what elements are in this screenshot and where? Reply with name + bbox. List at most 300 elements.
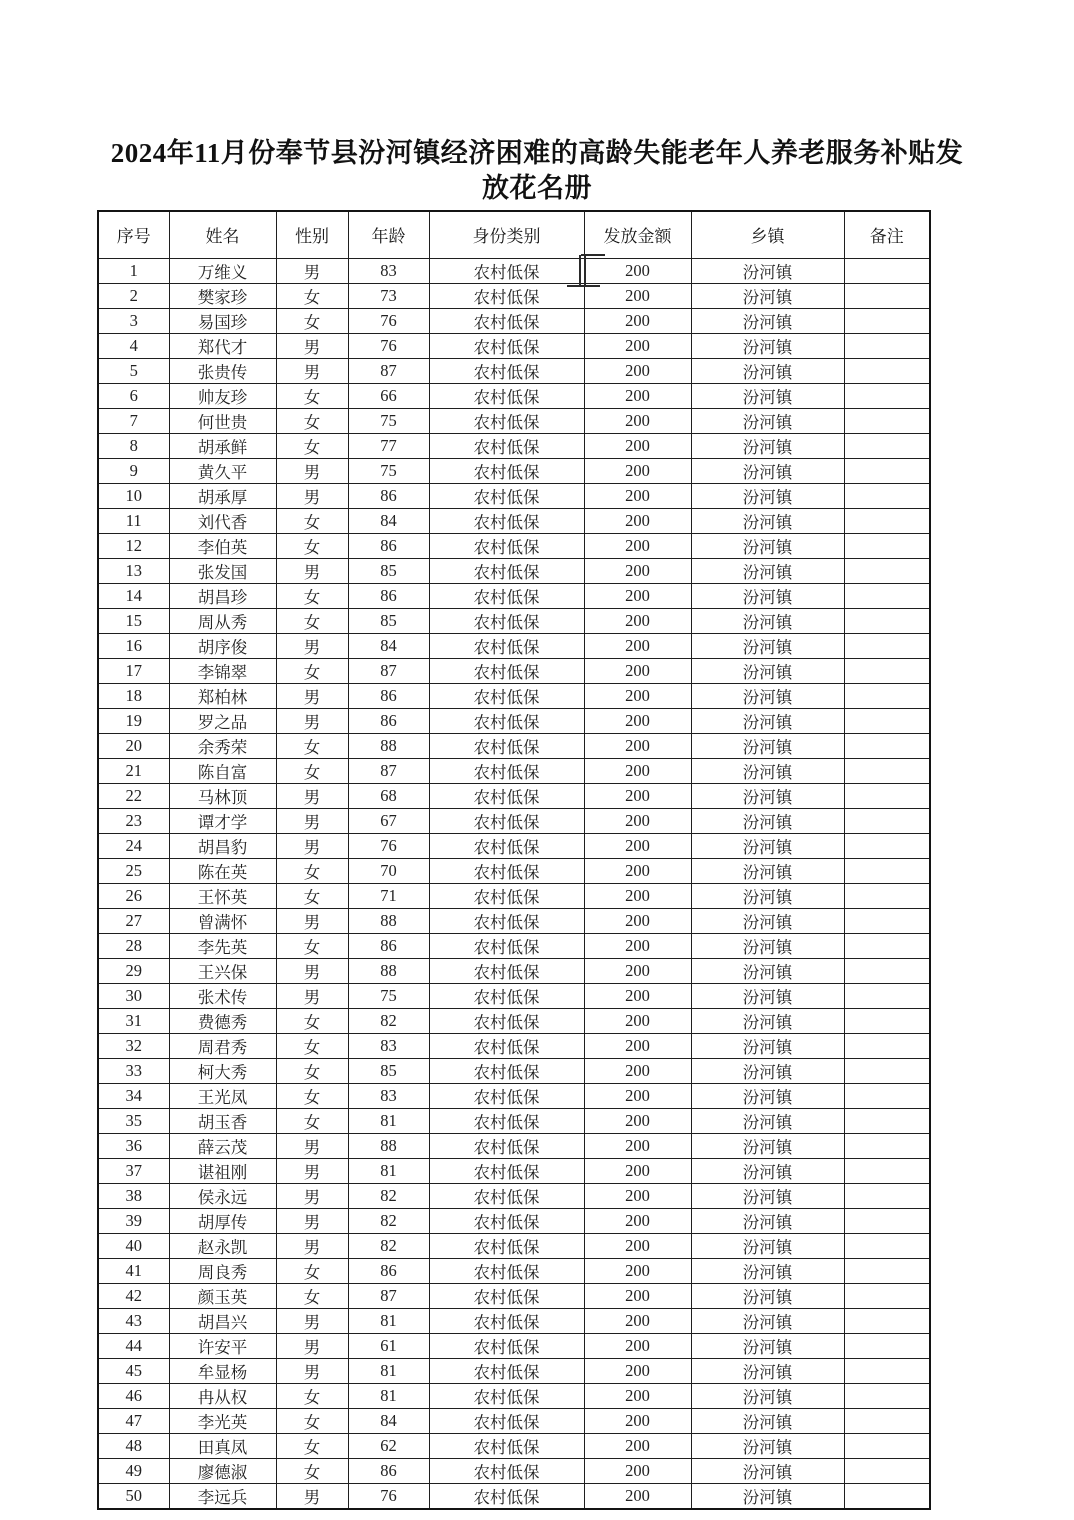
table-cell: 女 [276, 408, 348, 433]
table-cell: 31 [98, 1008, 169, 1033]
table-cell: 男 [276, 1208, 348, 1233]
table-cell [844, 783, 930, 808]
table-cell [844, 1008, 930, 1033]
table-cell: 200 [584, 533, 691, 558]
table-cell [844, 1333, 930, 1358]
table-cell [844, 708, 930, 733]
table-cell: 85 [348, 1058, 429, 1083]
table-cell [844, 1133, 930, 1158]
table-cell: 周从秀 [169, 608, 276, 633]
table-cell: 汾河镇 [691, 433, 844, 458]
table-cell [844, 1458, 930, 1483]
table-cell [844, 758, 930, 783]
table-cell: 农村低保 [429, 1108, 584, 1133]
table-cell: 37 [98, 1158, 169, 1183]
table-cell: 81 [348, 1358, 429, 1383]
table-row [98, 808, 930, 833]
table-cell: 9 [98, 458, 169, 483]
table-cell: 77 [348, 433, 429, 458]
table-cell: 汾河镇 [691, 1458, 844, 1483]
table-cell: 薛云茂 [169, 1133, 276, 1158]
page-title-line1: 2024年11月份奉节县汾河镇经济困难的高龄失能老年人养老服务补贴发 [110, 138, 964, 168]
table-cell: 汾河镇 [691, 1133, 844, 1158]
table-cell: 2 [98, 283, 169, 308]
table-cell: 女 [276, 308, 348, 333]
table-cell: 17 [98, 658, 169, 683]
table-cell: 81 [348, 1308, 429, 1333]
table-row [98, 533, 930, 558]
table-cell: 38 [98, 1183, 169, 1208]
column-header: 性别 [276, 211, 348, 258]
table-cell: 76 [348, 1483, 429, 1509]
table-row [98, 433, 930, 458]
table-cell: 汾河镇 [691, 733, 844, 758]
table-cell [844, 308, 930, 333]
table-cell: 82 [348, 1183, 429, 1208]
table-cell: 25 [98, 858, 169, 883]
table-row [98, 333, 930, 358]
table-cell: 李伯英 [169, 533, 276, 558]
table-cell: 李先英 [169, 933, 276, 958]
table-cell: 颜玉英 [169, 1283, 276, 1308]
table-row [98, 633, 930, 658]
table-cell: 200 [584, 458, 691, 483]
table-cell: 女 [276, 533, 348, 558]
table-cell: 12 [98, 533, 169, 558]
table-cell: 85 [348, 558, 429, 583]
table-header [98, 211, 930, 258]
table-cell: 黄久平 [169, 458, 276, 483]
table-cell: 汾河镇 [691, 1383, 844, 1408]
table-row [98, 1008, 930, 1033]
table-row [98, 658, 930, 683]
table-row [98, 483, 930, 508]
table-cell: 郑代才 [169, 333, 276, 358]
page-title [107, 136, 967, 206]
table-cell [844, 808, 930, 833]
table-cell [844, 1083, 930, 1108]
table-cell: 男 [276, 558, 348, 583]
table-row [98, 1108, 930, 1133]
table-cell: 农村低保 [429, 483, 584, 508]
table-cell: 汾河镇 [691, 1408, 844, 1433]
table-row [98, 358, 930, 383]
table-cell: 农村低保 [429, 1183, 584, 1208]
table-cell: 谌祖刚 [169, 1158, 276, 1183]
table-cell: 48 [98, 1433, 169, 1458]
table-cell: 农村低保 [429, 558, 584, 583]
table-cell: 男 [276, 258, 348, 283]
table-cell: 200 [584, 758, 691, 783]
table-cell [844, 1258, 930, 1283]
table-cell: 35 [98, 1108, 169, 1133]
table-cell: 农村低保 [429, 283, 584, 308]
table-cell: 15 [98, 608, 169, 633]
table-cell: 5 [98, 358, 169, 383]
column-header: 备注 [844, 211, 930, 258]
table-cell [844, 858, 930, 883]
table-cell: 周良秀 [169, 1258, 276, 1283]
table-cell: 39 [98, 1208, 169, 1233]
table-cell: 40 [98, 1233, 169, 1258]
table-cell: 50 [98, 1483, 169, 1509]
table-cell: 牟显杨 [169, 1358, 276, 1383]
table-cell: 王光凤 [169, 1083, 276, 1108]
table-cell: 200 [584, 833, 691, 858]
table-cell: 郑柏林 [169, 683, 276, 708]
table-cell [844, 533, 930, 558]
table-cell: 女 [276, 733, 348, 758]
table-row [98, 708, 930, 733]
table-cell: 200 [584, 358, 691, 383]
table-cell: 88 [348, 733, 429, 758]
table-cell: 200 [584, 1458, 691, 1483]
table-cell: 76 [348, 333, 429, 358]
table-cell [844, 1408, 930, 1433]
table-cell: 农村低保 [429, 1258, 584, 1283]
table-cell: 82 [348, 1208, 429, 1233]
table-row [98, 858, 930, 883]
table-cell: 汾河镇 [691, 1333, 844, 1358]
table-cell: 樊家珍 [169, 283, 276, 308]
table-cell: 86 [348, 933, 429, 958]
column-header: 发放金额 [584, 211, 691, 258]
table-row [98, 1458, 930, 1483]
table-cell: 汾河镇 [691, 1433, 844, 1458]
table-cell [844, 583, 930, 608]
table-cell: 61 [348, 1333, 429, 1358]
table-cell: 王怀英 [169, 883, 276, 908]
table-cell: 男 [276, 633, 348, 658]
table-cell: 汾河镇 [691, 883, 844, 908]
table-cell: 汾河镇 [691, 333, 844, 358]
table-cell: 农村低保 [429, 883, 584, 908]
table-cell: 李光英 [169, 1408, 276, 1433]
scan-artifact-bottom-tick [567, 285, 600, 287]
table-cell: 汾河镇 [691, 558, 844, 583]
table-cell: 汾河镇 [691, 1083, 844, 1108]
table-cell: 女 [276, 658, 348, 683]
table-row [98, 408, 930, 433]
table-cell: 农村低保 [429, 758, 584, 783]
table-row [98, 1083, 930, 1108]
table-cell: 汾河镇 [691, 933, 844, 958]
column-header: 身份类别 [429, 211, 584, 258]
table-cell: 女 [276, 1283, 348, 1308]
table-cell: 农村低保 [429, 608, 584, 633]
table-cell: 200 [584, 1108, 691, 1133]
table-row [98, 1483, 930, 1509]
table-row [98, 1258, 930, 1283]
table-row [98, 608, 930, 633]
table-cell: 汾河镇 [691, 858, 844, 883]
table-cell: 汾河镇 [691, 1058, 844, 1083]
table-cell: 200 [584, 1008, 691, 1033]
table-cell: 农村低保 [429, 1158, 584, 1183]
table-row [98, 883, 930, 908]
table-cell: 男 [276, 1133, 348, 1158]
table-row [98, 1358, 930, 1383]
table-cell: 农村低保 [429, 1333, 584, 1358]
table-cell: 农村低保 [429, 1308, 584, 1333]
table-cell: 农村低保 [429, 458, 584, 483]
table-cell: 200 [584, 308, 691, 333]
table-cell: 曾满怀 [169, 908, 276, 933]
table-cell: 农村低保 [429, 333, 584, 358]
table-cell: 76 [348, 308, 429, 333]
table-cell: 200 [584, 1408, 691, 1433]
table-cell: 29 [98, 958, 169, 983]
table-cell: 86 [348, 1458, 429, 1483]
table-cell: 农村低保 [429, 308, 584, 333]
table-cell: 汾河镇 [691, 1033, 844, 1058]
table-cell: 200 [584, 383, 691, 408]
table-cell: 22 [98, 783, 169, 808]
table-cell: 200 [584, 1233, 691, 1258]
table-cell: 冉从权 [169, 1383, 276, 1408]
table-cell: 汾河镇 [691, 408, 844, 433]
table-cell: 汾河镇 [691, 508, 844, 533]
table-cell: 田真凤 [169, 1433, 276, 1458]
table-cell: 28 [98, 933, 169, 958]
table-cell: 200 [584, 983, 691, 1008]
table-cell: 农村低保 [429, 958, 584, 983]
table-row [98, 1208, 930, 1233]
table-cell: 女 [276, 883, 348, 908]
table-cell: 200 [584, 508, 691, 533]
table-cell: 87 [348, 1283, 429, 1308]
table-cell: 农村低保 [429, 433, 584, 458]
table-cell: 女 [276, 1058, 348, 1083]
table-cell: 女 [276, 1108, 348, 1133]
table-cell: 女 [276, 1083, 348, 1108]
table-cell: 农村低保 [429, 583, 584, 608]
table-cell: 农村低保 [429, 1133, 584, 1158]
table-cell: 汾河镇 [691, 983, 844, 1008]
table-cell: 女 [276, 1433, 348, 1458]
table-row [98, 458, 930, 483]
table-cell: 胡昌珍 [169, 583, 276, 608]
table-cell: 男 [276, 333, 348, 358]
table-cell: 农村低保 [429, 383, 584, 408]
table-cell: 农村低保 [429, 933, 584, 958]
table-cell: 200 [584, 258, 691, 283]
table-cell [844, 408, 930, 433]
scan-artifact-vertical-line [579, 255, 586, 287]
table-row [98, 1283, 930, 1308]
table-row [98, 683, 930, 708]
table-cell: 19 [98, 708, 169, 733]
table-cell: 200 [584, 1033, 691, 1058]
table-cell: 200 [584, 783, 691, 808]
table-cell: 谭才学 [169, 808, 276, 833]
table-cell: 34 [98, 1083, 169, 1108]
table-cell: 汾河镇 [691, 483, 844, 508]
table-cell: 87 [348, 758, 429, 783]
table-cell: 男 [276, 1483, 348, 1509]
table-cell [844, 1058, 930, 1083]
table-cell [844, 1158, 930, 1183]
table-cell: 71 [348, 883, 429, 908]
table-cell [844, 1483, 930, 1509]
table-cell: 200 [584, 1083, 691, 1108]
table-row [98, 308, 930, 333]
table-cell: 200 [584, 1058, 691, 1083]
table-cell: 男 [276, 783, 348, 808]
table-cell: 农村低保 [429, 1083, 584, 1108]
table-cell: 胡序俊 [169, 633, 276, 658]
table-cell: 李锦翠 [169, 658, 276, 683]
table-row [98, 1058, 930, 1083]
table-cell: 农村低保 [429, 533, 584, 558]
table-cell [844, 258, 930, 283]
table-cell: 200 [584, 1358, 691, 1383]
table-cell [844, 633, 930, 658]
table-cell: 农村低保 [429, 708, 584, 733]
table-cell: 汾河镇 [691, 633, 844, 658]
table-cell: 88 [348, 958, 429, 983]
table-cell: 女 [276, 608, 348, 633]
table-cell: 200 [584, 483, 691, 508]
table-cell [844, 1358, 930, 1383]
table-cell: 男 [276, 983, 348, 1008]
table-cell: 女 [276, 933, 348, 958]
table-cell: 汾河镇 [691, 1358, 844, 1383]
table-cell [844, 558, 930, 583]
table-cell: 女 [276, 1258, 348, 1283]
table-cell: 胡厚传 [169, 1208, 276, 1233]
table-cell [844, 283, 930, 308]
table-cell: 84 [348, 1408, 429, 1433]
table-cell: 41 [98, 1258, 169, 1283]
table-cell: 汾河镇 [691, 958, 844, 983]
table-cell: 女 [276, 858, 348, 883]
table-cell: 汾河镇 [691, 1283, 844, 1308]
table-cell: 44 [98, 1333, 169, 1358]
table-cell [844, 508, 930, 533]
table-cell: 农村低保 [429, 683, 584, 708]
table-cell: 女 [276, 508, 348, 533]
table-cell: 农村低保 [429, 858, 584, 883]
table-cell: 男 [276, 1333, 348, 1358]
table-cell: 82 [348, 1233, 429, 1258]
table-cell: 200 [584, 1158, 691, 1183]
table-cell: 88 [348, 908, 429, 933]
table-cell: 200 [584, 583, 691, 608]
table-cell: 帅友珍 [169, 383, 276, 408]
table-cell: 86 [348, 683, 429, 708]
table-cell: 10 [98, 483, 169, 508]
column-header: 乡镇 [691, 211, 844, 258]
table-cell: 男 [276, 483, 348, 508]
table-cell: 男 [276, 833, 348, 858]
table-row [98, 1308, 930, 1333]
table-cell: 62 [348, 1433, 429, 1458]
table-cell: 1 [98, 258, 169, 283]
table-header-row [98, 211, 930, 258]
table-cell: 王兴保 [169, 958, 276, 983]
table-cell: 汾河镇 [691, 708, 844, 733]
table-cell: 农村低保 [429, 1033, 584, 1058]
table-row [98, 958, 930, 983]
table-cell: 75 [348, 983, 429, 1008]
table-cell: 36 [98, 1133, 169, 1158]
table-row [98, 508, 930, 533]
column-header: 姓名 [169, 211, 276, 258]
table-cell [844, 833, 930, 858]
table-cell: 200 [584, 1208, 691, 1233]
table-cell [844, 1208, 930, 1233]
table-cell [844, 1233, 930, 1258]
table-cell: 女 [276, 383, 348, 408]
table-cell [844, 433, 930, 458]
table-cell: 男 [276, 358, 348, 383]
table-cell: 陈在英 [169, 858, 276, 883]
table-row [98, 783, 930, 808]
table-cell: 易国珍 [169, 308, 276, 333]
table-cell: 汾河镇 [691, 1108, 844, 1133]
roster-table [97, 210, 931, 1510]
table-cell: 88 [348, 1133, 429, 1158]
table-cell: 81 [348, 1383, 429, 1408]
table-cell: 75 [348, 458, 429, 483]
table-cell [844, 1383, 930, 1408]
table-cell: 84 [348, 508, 429, 533]
table-row [98, 258, 930, 283]
table-cell: 200 [584, 1483, 691, 1509]
table-cell: 汾河镇 [691, 1158, 844, 1183]
table-cell: 农村低保 [429, 1008, 584, 1033]
table-row [98, 983, 930, 1008]
table-cell: 200 [584, 633, 691, 658]
table-cell [844, 958, 930, 983]
table-cell: 农村低保 [429, 1283, 584, 1308]
table-cell: 200 [584, 1333, 691, 1358]
table-cell: 68 [348, 783, 429, 808]
table-cell: 汾河镇 [691, 283, 844, 308]
table-cell: 200 [584, 958, 691, 983]
table-cell: 农村低保 [429, 258, 584, 283]
table-cell: 200 [584, 683, 691, 708]
table-cell: 200 [584, 333, 691, 358]
table-cell: 男 [276, 1158, 348, 1183]
table-cell: 女 [276, 758, 348, 783]
table-cell: 30 [98, 983, 169, 1008]
table-cell: 27 [98, 908, 169, 933]
table-cell: 女 [276, 1408, 348, 1433]
table-cell: 4 [98, 333, 169, 358]
table-cell: 赵永凯 [169, 1233, 276, 1258]
column-header: 序号 [98, 211, 169, 258]
table-cell: 农村低保 [429, 1458, 584, 1483]
table-cell: 200 [584, 1133, 691, 1158]
table-cell: 85 [348, 608, 429, 633]
table-cell: 45 [98, 1358, 169, 1383]
table-cell: 24 [98, 833, 169, 858]
table-cell: 农村低保 [429, 1358, 584, 1383]
table-cell: 胡昌豹 [169, 833, 276, 858]
table-cell: 200 [584, 283, 691, 308]
table-cell: 男 [276, 1308, 348, 1333]
table-cell: 农村低保 [429, 983, 584, 1008]
table-row [98, 1333, 930, 1358]
table-cell: 张术传 [169, 983, 276, 1008]
table-cell: 农村低保 [429, 1483, 584, 1509]
table-cell [844, 333, 930, 358]
table-cell: 男 [276, 958, 348, 983]
table-cell: 200 [584, 1433, 691, 1458]
table-cell: 200 [584, 1383, 691, 1408]
